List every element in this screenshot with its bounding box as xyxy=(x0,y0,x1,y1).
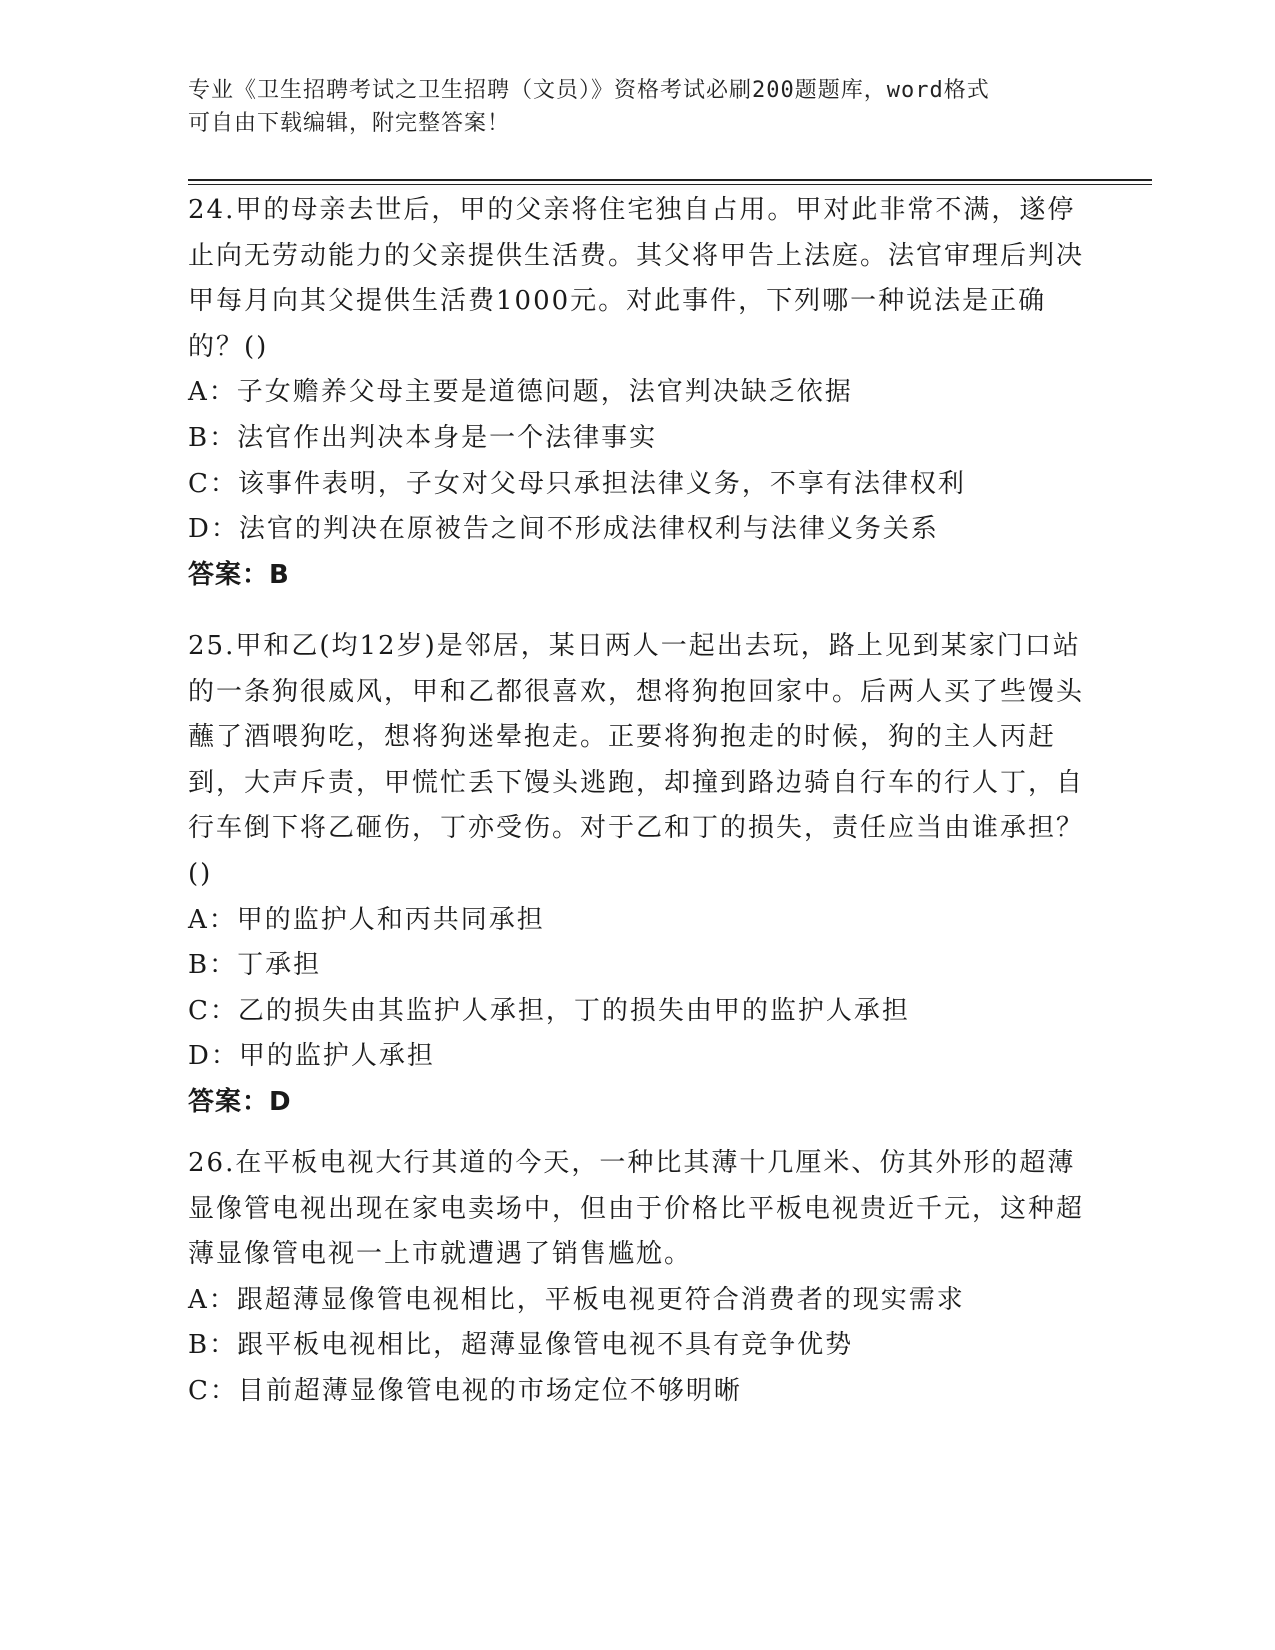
option-c: C：该事件表明，子女对父母只承担法律义务，不享有法律权利 xyxy=(188,468,966,499)
question-26 xyxy=(188,1141,1088,1415)
option-b: B：跟平板电视相比，超薄显像管电视不具有竞争优势 xyxy=(188,1330,854,1361)
option-b: B：丁承担 xyxy=(188,950,322,981)
option-a: A：跟超薄显像管电视相比，平板电视更符合消费者的现实需求 xyxy=(188,1284,965,1315)
option-a: A：子女赡养父母主要是道德问题，法官判决缺乏依据 xyxy=(188,377,853,408)
header-divider-thin xyxy=(188,184,1152,185)
option-c: C：乙的损失由其监护人承担，丁的损失由甲的监护人承担 xyxy=(188,995,910,1026)
header-line-1: 专业《卫生招聘考试之卫生招聘（文员）》资格考试必刷200题题库，word格式 xyxy=(188,78,990,103)
document-header xyxy=(188,74,1068,140)
option-c: C：目前超薄显像管电视的市场定位不够明晰 xyxy=(188,1375,742,1406)
header-line-2: 可自由下载编辑，附完整答案！ xyxy=(188,111,511,136)
option-b: B：法官作出判决本身是一个法律事实 xyxy=(188,422,658,453)
option-a: A：甲的监护人和丙共同承担 xyxy=(188,904,545,935)
question-24 xyxy=(188,188,1088,598)
option-d: D：甲的监护人承担 xyxy=(188,1041,435,1072)
header-divider-thick xyxy=(188,179,1152,181)
question-stem: 24.甲的母亲去世后，甲的父亲将住宅独自占用。甲对此非常不满，遂停止向无劳动能力的父亲提供生活费。其父将甲告上法庭。法官审理后判决甲每月向其父提供生活费1000元。对此事件，下列哪一种说法是正确的？() xyxy=(188,195,1085,362)
answer: 答案：D xyxy=(188,1086,292,1117)
question-stem: 26.在平板电视大行其道的今天，一种比其薄十几厘米、仿其外形的超薄显像管电视出现在家电卖场中，但由于价格比平板电视贵近千元，这种超薄显像管电视一上市就遭遇了销售尴尬。 xyxy=(188,1148,1085,1270)
option-d: D：法官的判决在原被告之间不形成法律权利与法律义务关系 xyxy=(188,514,939,545)
question-25 xyxy=(188,624,1088,1126)
answer: 答案：B xyxy=(188,559,290,590)
question-stem: 25.甲和乙(均12岁)是邻居，某日两人一起出去玩，路上见到某家门口站的一条狗很威风，甲和乙都很喜欢，想将狗抱回家中。后两人买了些馒头蘸了酒喂狗吃，想将狗迷晕抱走。正要将狗抱走的时候，狗的主人丙赶到，大声斥责，甲慌忙丢下馒头逃跑，却撞到路边骑自行车的行人丁，自行车倒下将乙砸伤，丁亦受伤。对于乙和丁的损失，责任应当由谁承担？() xyxy=(188,631,1085,889)
